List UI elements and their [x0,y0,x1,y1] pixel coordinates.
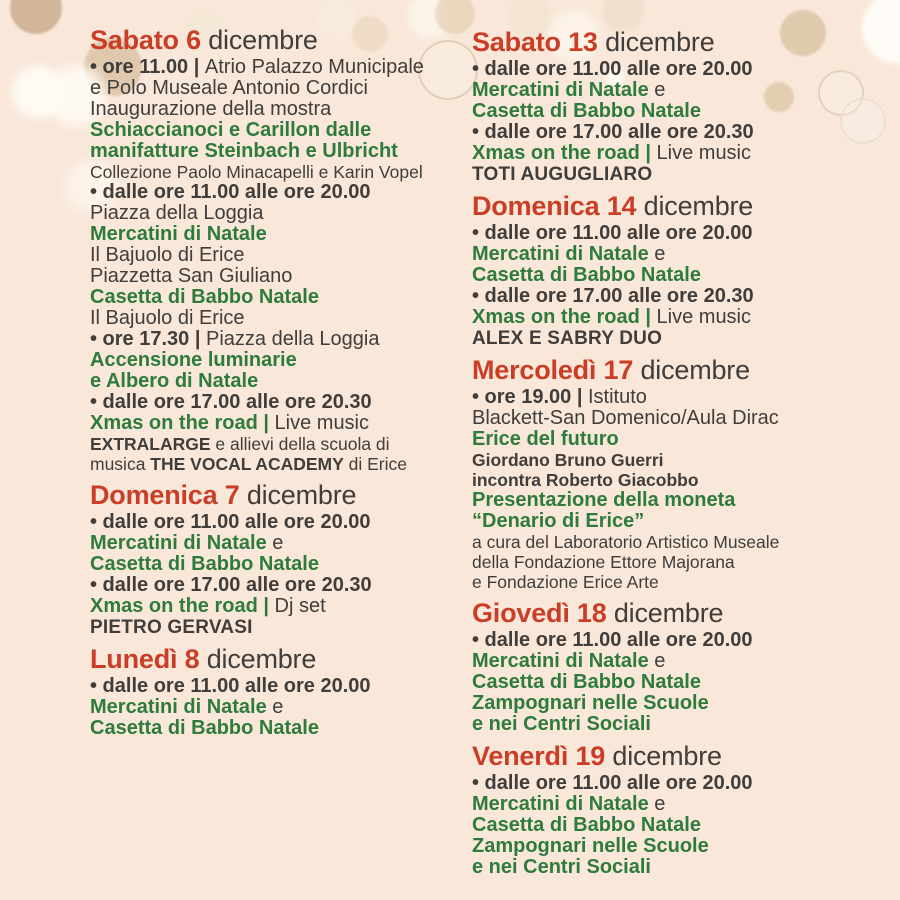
text-segment-time: • ore 19.00 | [472,386,588,408]
text-segment-plain: e [648,243,666,265]
event-line [90,596,472,617]
event-line [90,575,472,596]
events-column-left [90,26,472,739]
event-line [472,408,822,429]
text-segment-green: Zampognari nelle Scuole [472,692,709,714]
event-line [90,266,472,287]
day-heading [472,192,822,221]
event-line [90,454,472,474]
event-line [90,392,472,413]
event-line [472,552,822,572]
day-month: dicembre [597,27,715,57]
text-segment-plain: e [648,793,666,815]
event-line [472,101,822,122]
text-segment-green: Accensione luminarie [90,349,297,371]
event-line [472,307,822,328]
event-line [90,203,472,224]
event-line [90,350,472,371]
text-segment-green: Mercatini di Natale [90,532,267,554]
event-line [90,182,472,203]
text-segment-small: di Erice [343,454,407,474]
text-segment-time: • ore 11.00 | [90,56,205,78]
day-heading [472,28,822,57]
text-segment-time: • dalle ore 11.00 alle ore 20.00 [90,511,371,533]
text-segment-plain: Live music [656,142,752,164]
day-block [90,645,472,739]
day-heading [90,26,472,55]
text-segment-green: Presentazione della moneta [472,489,736,511]
event-line [472,815,822,836]
event-line [472,450,822,470]
event-line [472,429,822,450]
day-name: Lunedì 8 [90,644,200,674]
text-segment-plain: Istituto [588,386,647,408]
text-segment-green: “Denario di Erice” [472,510,645,532]
text-segment-artist: TOTI AUGUGLIARO [472,164,653,185]
event-line [90,434,472,454]
day-block [472,192,822,349]
event-line [472,244,822,265]
text-segment-green: Mercatini di Natale [472,243,649,265]
event-line [90,554,472,575]
day-block [472,28,822,185]
bokeh-circle [10,0,62,34]
text-segment-green: Casetta di Babbo Natale [90,717,319,739]
event-line [90,120,472,141]
text-segment-green: Casetta di Babbo Natale [472,671,701,693]
text-segment-small: e Fondazione Erice Arte [472,572,659,592]
text-segment-small: Collezione Paolo Minacapelli e Karin Vopel [90,162,423,182]
event-line [90,617,472,638]
events-column-right [472,28,822,878]
text-segment-green: Casetta di Babbo Natale [472,100,701,122]
text-segment-plain: Dj set [274,595,326,617]
event-line [472,836,822,857]
event-line [472,490,822,511]
event-line [472,328,822,349]
event-line [472,773,822,794]
event-line [472,286,822,307]
event-line [472,511,822,532]
text-segment-smallbold: THE VOCAL ACADEMY [150,454,344,474]
text-segment-plain: e Polo Museale Antonio Cordici [90,77,368,99]
event-line [472,470,822,490]
text-segment-time: • dalle ore 17.00 alle ore 20.30 [90,574,372,596]
event-line [90,371,472,392]
text-segment-plain: Il Bajuolo di Erice [90,307,245,329]
event-line [90,308,472,329]
text-segment-time: • dalle ore 11.00 alle ore 20.00 [472,222,753,244]
text-segment-plain: Piazza della Loggia [90,202,264,224]
text-segment-artist: PIETRO GERVASI [90,617,253,638]
text-segment-green: Xmas on the road | [90,595,275,617]
text-segment-time: • dalle ore 11.00 alle ore 20.00 [472,772,753,794]
text-segment-green: e Albero di Natale [90,370,259,392]
event-line [90,512,472,533]
text-segment-plain: Blackett-San Domenico/Aula Dirac [472,407,779,429]
day-block [472,356,822,592]
text-segment-green: Mercatini di Natale [472,79,649,101]
day-block [472,742,822,878]
text-segment-green: Casetta di Babbo Natale [472,814,701,836]
text-segment-plain: e [648,650,666,672]
event-line [472,651,822,672]
day-name: Mercoledì 17 [472,355,634,385]
event-line [472,387,822,408]
text-segment-small: della Fondazione Ettore Majorana [472,552,735,572]
text-segment-green: e nei Centri Sociali [472,856,651,878]
event-line [90,162,472,182]
text-segment-time: • dalle ore 11.00 alle ore 20.00 [472,58,753,80]
day-heading [472,742,822,771]
text-segment-time: • dalle ore 17.00 alle ore 20.30 [472,121,754,143]
text-segment-plain: Piazzetta San Giuliano [90,265,293,287]
text-segment-green: Casetta di Babbo Natale [90,286,319,308]
day-heading [90,645,472,674]
event-line [90,141,472,162]
text-segment-plain: e [266,532,284,554]
text-segment-plain: Piazza della Loggia [206,328,380,350]
event-line [90,78,472,99]
event-line [472,794,822,815]
day-name: Venerdì 19 [472,741,606,771]
day-month: dicembre [633,355,750,385]
event-line [90,718,472,739]
day-month: dicembre [605,741,722,771]
event-line [472,223,822,244]
event-line [472,80,822,101]
text-segment-plain: Il Bajuolo di Erice [90,244,245,266]
bokeh-circle [840,98,886,144]
bokeh-circle [862,0,900,64]
day-heading [90,481,472,510]
event-line [472,630,822,651]
text-segment-small: e allievi della scuola di [210,434,390,454]
text-segment-plain: Live music [274,412,370,434]
event-line [90,287,472,308]
text-segment-green: Xmas on the road | [90,412,275,434]
day-name: Sabato 6 [90,25,201,55]
day-block [90,26,472,474]
text-segment-time: • ore 17.30 | [90,328,206,350]
text-segment-green: Mercatini di Natale [472,793,649,815]
day-name: Domenica 14 [472,191,637,221]
text-segment-smallbold: incontra Roberto Giacobbo [472,470,699,490]
text-segment-smallbold: EXTRALARGE [90,434,211,454]
event-line [472,59,822,80]
text-segment-time: • dalle ore 11.00 alle ore 20.00 [90,181,371,203]
event-line [472,122,822,143]
day-block [90,481,472,638]
event-line [90,413,472,434]
text-segment-plain: Live music [656,306,752,328]
text-segment-time: • dalle ore 11.00 alle ore 20.00 [90,675,371,697]
event-line [90,57,472,78]
text-segment-green: Xmas on the road | [472,306,657,328]
text-segment-smallbold: Giordano Bruno Guerri [472,450,664,470]
event-line [472,572,822,592]
text-segment-green: Xmas on the road | [472,142,657,164]
event-line [472,265,822,286]
event-line [90,329,472,350]
text-segment-plain: Inaugurazione della mostra [90,98,332,120]
text-segment-time: • dalle ore 17.00 alle ore 20.30 [472,285,754,307]
event-line [472,857,822,878]
day-heading [472,599,822,628]
text-segment-green: Mercatini di Natale [472,650,649,672]
text-segment-green: e nei Centri Sociali [472,713,651,735]
text-segment-time: • dalle ore 17.00 alle ore 20.30 [90,391,372,413]
text-segment-green: Zampognari nelle Scuole [472,835,709,857]
day-block [472,599,822,735]
event-line [90,99,472,120]
day-month: dicembre [239,480,357,510]
text-segment-plain: e [266,696,284,718]
text-segment-green: Mercatini di Natale [90,696,267,718]
day-month: dicembre [200,25,318,55]
text-segment-green: Erice del futuro [472,428,619,450]
event-line [472,672,822,693]
event-line [90,245,472,266]
text-segment-green: Casetta di Babbo Natale [472,264,701,286]
text-segment-green: Casetta di Babbo Natale [90,553,319,575]
event-line [472,693,822,714]
text-segment-artist: ALEX E SABRY DUO [472,328,663,349]
event-line [472,164,822,185]
day-name: Sabato 13 [472,27,598,57]
text-segment-green: Schiaccianoci e Carillon dalle [90,119,372,141]
event-line [472,714,822,735]
event-line [90,697,472,718]
day-name: Domenica 7 [90,480,240,510]
text-segment-small: musica [90,454,151,474]
event-line [472,143,822,164]
text-segment-green: manifatture Steinbach e Ulbricht [90,140,398,162]
day-heading [472,356,822,385]
text-segment-green: Mercatini di Natale [90,223,267,245]
text-segment-plain: e [648,79,666,101]
event-line [472,532,822,552]
day-name: Giovedì 18 [472,598,607,628]
day-month: dicembre [606,598,724,628]
event-line [90,676,472,697]
text-segment-plain: Atrio Palazzo Municipale [204,56,424,78]
day-month: dicembre [199,644,317,674]
event-line [90,224,472,245]
day-month: dicembre [636,191,754,221]
text-segment-small: a cura del Laboratorio Artistico Museale [472,532,780,552]
text-segment-time: • dalle ore 11.00 alle ore 20.00 [472,629,753,651]
event-line [90,533,472,554]
